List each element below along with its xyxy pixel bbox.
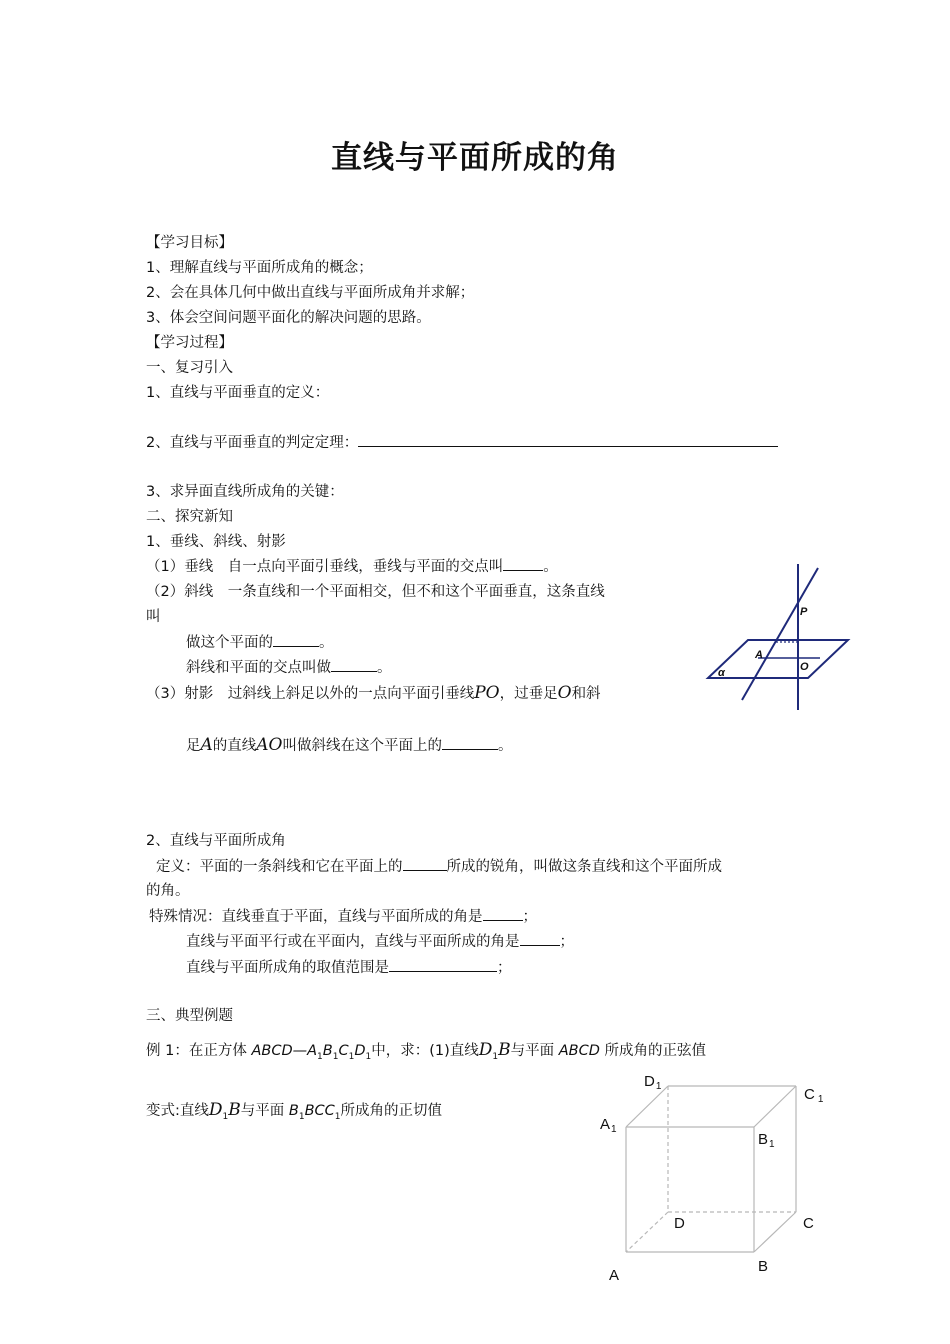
edge-c1-b1 [754,1086,796,1127]
ex1-cube-c: C [338,1043,349,1059]
variant-question [146,1100,442,1127]
ex1-sub: 1 [365,1051,372,1062]
page-title: 直线与平面所成的角 [331,140,619,176]
var-po: PO [474,683,500,703]
projection-line2 [186,735,513,756]
special-end-c: ； [497,960,512,976]
label-o: O [800,661,809,673]
special-text-a: 特殊情况：直线垂直于平面，直线与平面所成的角是 [149,909,483,925]
plane-alpha [708,640,848,678]
special-text-b: 直线与平面平行或在平面内，直线与平面所成的角是 [186,934,520,950]
review-q2 [146,432,778,453]
special-end-b: ； [559,934,574,950]
explore-sub1: 1、垂线、斜线、射影 [146,534,286,550]
vertex-d1: $D_1$ [644,1073,662,1092]
var-a: A [200,735,213,755]
oblique-line3-end: 。 [319,635,334,651]
projection-text-g: 。 [498,738,513,754]
edge-c-b [754,1212,796,1252]
var-o: O [557,683,572,703]
perp-end: 。 [543,559,558,575]
label-a: A [755,649,763,661]
answer-blank [358,432,778,447]
answer-blank [389,957,497,972]
projection-text-d: 足 [186,738,201,754]
special-line1 [149,906,537,927]
projection-text-f: 叫做斜线在这个平面上的 [282,738,442,754]
var-plane-b: BCC [304,1103,335,1119]
var-text-b: 与平面 [240,1103,289,1119]
ex1-var-d: D [478,1040,493,1060]
definition-line2: 的角。 [146,883,190,899]
special-line2 [186,931,574,952]
oblique-line [742,568,818,700]
var-ao: AO [256,735,283,755]
var-text-e: 所成角的正切值 [340,1103,442,1119]
examples-heading: 三、典型例题 [146,1008,233,1024]
oblique-line4 [186,657,392,678]
var-var-b: B [228,1100,241,1120]
var-text-a: 变式:直线 [146,1103,209,1119]
review-q1: 1、直线与平面垂直的定义： [146,385,330,401]
edge-a1-d1 [626,1086,668,1127]
oblique-line3-text: 做这个平面的 [186,635,273,651]
ex1-text-g: 与平面 [510,1043,559,1059]
ex1-cube-d: D [354,1043,366,1059]
vertex-b: B [758,1258,769,1275]
label-p: P [800,606,808,618]
review-heading: 一、复习引入 [146,360,233,376]
ex1-var-b: B [498,1040,511,1060]
process-heading: 【学习过程】 [146,335,233,351]
answer-blank [520,931,560,946]
vertex-c: C [803,1215,814,1232]
perp-line [146,556,558,577]
vertex-a1: $A_1$ [600,1116,617,1135]
oblique-line3 [186,632,334,653]
ex1-sub: 1 [348,1051,355,1062]
label-alpha: α [718,667,725,679]
ex1-text-f: 中，求：(1)直线 [371,1043,479,1059]
var-sub: 1 [334,1111,341,1122]
review-q2-text: 2、直线与平面垂直的判定定理： [146,435,359,451]
projection-text-a: （3）射影 过斜线上斜足以外的一点向平面引垂线 [146,686,475,702]
special-text-c: 直线与平面所成角的取值范围是 [186,960,389,976]
ex1-plane: ABCD [558,1043,600,1059]
explore-heading: 二、探究新知 [146,509,233,525]
vertex-c1: C $_1$ [804,1086,824,1105]
hidden-edge-d-a [626,1212,668,1252]
special-line3 [186,957,512,978]
answer-blank [483,906,523,921]
answer-blank [403,856,447,871]
projection-text-e: 的直线 [212,738,257,754]
definition-line1 [156,856,722,877]
projection-line1 [146,683,601,704]
goals-heading: 【学习目标】 [146,235,233,251]
var-var-d: D [208,1100,223,1120]
cube-figure [590,1062,840,1290]
var-sub: 1 [222,1111,229,1122]
answer-blank [442,735,498,750]
review-q3: 3、求异面直线所成角的关键： [146,484,344,500]
oblique-line2: 叫 [146,609,161,625]
goal-item-1: 1、理解直线与平面所成角的概念； [146,260,373,276]
ex1-sub: 1 [317,1051,323,1062]
special-end-a: ； [522,909,537,925]
oblique-line-figure [700,560,860,715]
answer-blank [273,632,319,647]
vertex-a: A [609,1267,620,1284]
var-sub: 1 [298,1111,305,1122]
var-plane-a: B [288,1103,299,1119]
ex1-cube-a: ABCD—A [251,1043,318,1059]
oblique-line1: （2）斜线 一条直线和一个平面相交，但不和这个平面垂直，这条直线 [146,584,605,600]
projection-text-c: 和斜 [571,686,601,702]
ex1-cube-b: B [322,1043,333,1059]
ex1-sub: 1 [492,1051,499,1062]
ex1-sub: 1 [332,1051,339,1062]
definition-text-a: 定义：平面的一条斜线和它在平面上的 [156,859,403,875]
oblique-line4-text: 斜线和平面的交点叫做 [186,660,331,676]
oblique-line4-end: 。 [377,660,392,676]
goal-item-3: 3、体会空间问题平面化的解决问题的思路。 [146,310,431,326]
answer-blank [503,556,543,571]
definition-text-b: 所成的锐角，叫做这条直线和这个平面所成 [446,859,722,875]
vertex-d: D [674,1215,685,1232]
explore-sub2: 2、直线与平面所成角 [146,833,286,849]
ex1-text-i: 所成角的正弦值 [599,1043,707,1059]
vertex-b1: $B_1$ [758,1131,775,1150]
ex1-text-a: 例 1：在正方体 [146,1043,252,1059]
goal-item-2: 2、会在具体几何中做出直线与平面所成角并求解； [146,285,475,301]
perp-text: （1）垂线 自一点向平面引垂线，垂线与平面的交点叫 [146,559,504,575]
answer-blank [331,657,377,672]
projection-text-b: ，过垂足 [499,686,558,702]
